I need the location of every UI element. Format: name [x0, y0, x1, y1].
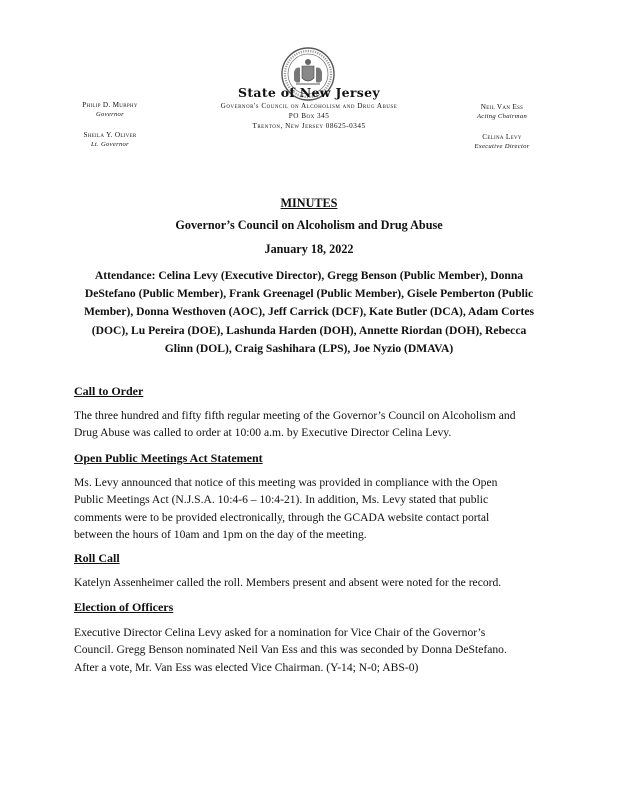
section-heading-open-public-meetings: Open Public Meetings Act Statement	[74, 451, 263, 465]
attendance-line: Glinn (DOL), Craig Sashihara (LPS), Joe Nyzio (DMAVA)	[164, 341, 454, 355]
section-body-open-public-meetings	[74, 474, 549, 543]
body-line: Executive Director Celina Levy asked for a nomination for Vice Chair of the Governor’s	[74, 626, 486, 639]
section-body-roll-call	[74, 574, 549, 591]
official-title: Governor	[95, 111, 125, 118]
body-line: After a vote, Mr. Van Ess was elected Vice Chairman. (Y-14; N-0; ABS-0)	[74, 660, 419, 674]
agency-name: Governor's Council on Alcoholism and Drug Abuse	[220, 102, 398, 110]
right-officials	[452, 103, 552, 151]
official-name: Philip D. Murphy	[82, 101, 138, 109]
body-line: Katelyn Assenheimer called the roll. Members present and absent were noted for the record.	[74, 576, 502, 589]
official-title: Executive Director	[474, 143, 530, 150]
body-line: Council. Gregg Benson nominated Neil Van Ess and this was seconded by Donna DeStefano.	[74, 643, 507, 657]
body-line: between the hours of 10am and 1pm on the day of the meeting.	[74, 527, 367, 541]
section-heading-call-to-order: Call to Order	[74, 384, 144, 398]
section-body-election-of-officers	[74, 624, 549, 676]
attendance-list	[74, 267, 544, 358]
official-name: Celina Levy	[482, 133, 522, 141]
official-title: Lt. Governor	[90, 141, 130, 148]
section-body-call-to-order	[74, 407, 549, 442]
official-name: Sheila Y. Oliver	[83, 131, 137, 139]
official-name: Neil Van Ess	[480, 103, 524, 111]
official-title: Acting Chairman	[476, 113, 528, 120]
body-line: Public Meetings Act (N.J.S.A. 10:4-6 – 10:4-21). In addition, Ms. Levy stated that public	[74, 493, 489, 507]
meeting-date: January 18, 2022	[264, 242, 354, 256]
council-name: Governor’s Council on Alcoholism and Drug Abuse	[175, 218, 443, 232]
attendance-line: Attendance: Celina Levy (Executive Director), Gregg Benson (Public Member), Donna	[94, 269, 524, 282]
section-heading-election-of-officers: Election of Officers	[74, 600, 174, 614]
body-line: Drug Abuse was called to order at 10:00 a.m. by Executive Director Celina Levy.	[74, 426, 452, 440]
body-line: Ms. Levy announced that notice of this meeting was provided in compliance with the Open	[74, 476, 498, 489]
attendance-line: Member), Donna Westhoven (AOC), Jeff Carrick (DCF), Kate Butler (DCA), Adam Cortes	[83, 305, 535, 319]
agency-po-box: PO Box 345	[288, 112, 330, 120]
body-line: comments were to be provided electronically, through the GCADA website contact portal	[74, 510, 490, 524]
body-line: The three hundred and fifty fifth regular meeting of the Governor’s Council on Alcoholism and	[74, 409, 516, 422]
state-title: State of New Jersey	[238, 85, 380, 100]
agency-city: Trenton, New Jersey 08625-0345	[252, 122, 366, 130]
attendance-line: DeStefano (Public Member), Frank Greenagel (Public Member), Gisele Pemberton (Public	[84, 287, 534, 301]
left-officials	[60, 101, 160, 149]
document-title: MINUTES	[280, 196, 338, 210]
attendance-line: (DOC), Lu Pereira (DOE), Lashunda Harden (DOH), Annette Riordan (DOH), Rebecca	[91, 323, 527, 337]
section-heading-roll-call: Roll Call	[74, 551, 120, 565]
